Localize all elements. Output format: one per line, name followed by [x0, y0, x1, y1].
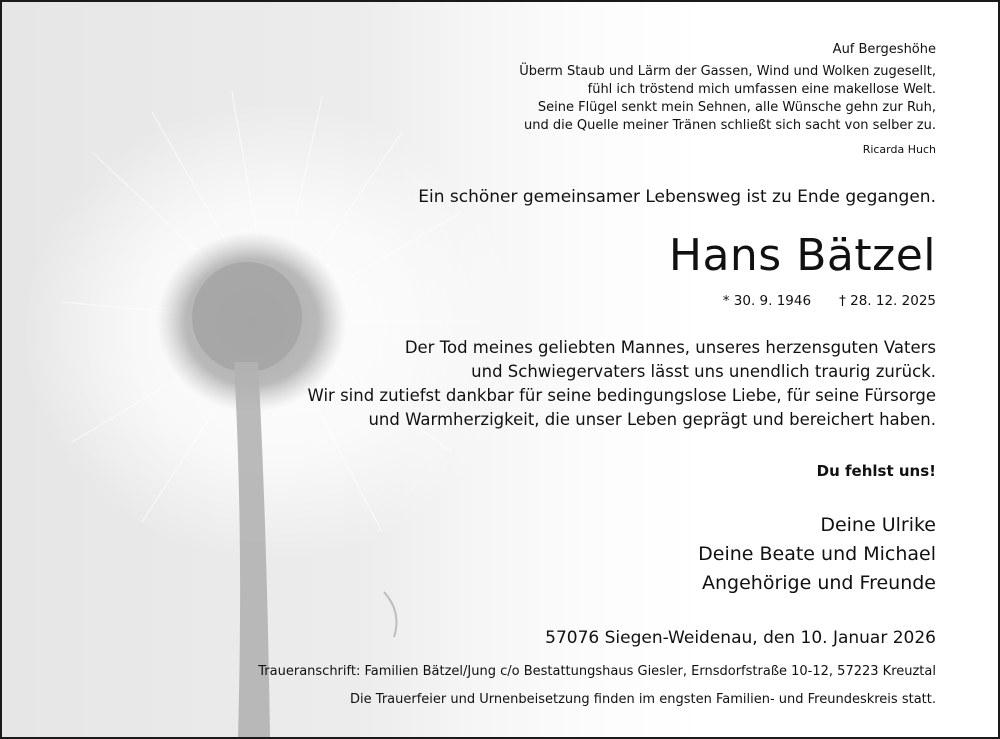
- signature-line: Deine Beate und Michael: [698, 543, 936, 565]
- death-date: † 28. 12. 2025: [839, 293, 936, 309]
- body-line: und Schwiegervaters lässt uns unendlich traurig zurück.: [471, 362, 936, 381]
- deceased-name: Hans Bätzel: [668, 230, 936, 281]
- birth-date: * 30. 9. 1946: [722, 293, 812, 309]
- poem-line: Seine Flügel senkt mein Sehnen, alle Wünsche gehn zur Ruh,: [537, 100, 936, 115]
- body-line: und Warmherzigkeit, die unser Leben geprägt und bereichert haben.: [368, 410, 936, 429]
- signature-line: Deine Ulrike: [820, 514, 936, 536]
- signature-line: Angehörige und Freunde: [702, 572, 936, 594]
- poem-line: und die Quelle meiner Tränen schließt sich sacht von selber zu.: [523, 118, 936, 133]
- body-line: Der Tod meines geliebten Mannes, unseres herzensguten Vaters: [404, 338, 936, 357]
- mourning-address: Traueranschrift: Familien Bätzel/Jung c/o Bestattungshaus Giesler, Ernsdorfstraße 10-12, 57223 Kreuztal: [258, 664, 936, 679]
- closing-line: Du fehlst uns!: [816, 462, 936, 480]
- life-dates: [695, 293, 936, 309]
- intro-line: Ein schöner gemeinsamer Lebensweg ist zu Ende gegangen.: [418, 187, 936, 207]
- body-line: Wir sind zutiefst dankbar für seine bedingungslose Liebe, für seine Fürsorge: [307, 386, 936, 405]
- poem-line: Überm Staub und Lärm der Gassen, Wind und Wolken zugesellt,: [519, 64, 936, 79]
- poem-title: Auf Bergeshöhe: [832, 42, 936, 57]
- poem-author: Ricarda Huch: [862, 143, 936, 156]
- ceremony-note: Die Trauerfeier und Urnenbeisetzung finden im engsten Familien- und Freundeskreis statt.: [350, 692, 936, 707]
- poem-line: fühl ich tröstend mich umfassen eine makellose Welt.: [587, 82, 936, 97]
- place-date: 57076 Siegen-Weidenau, den 10. Januar 2026: [545, 628, 936, 648]
